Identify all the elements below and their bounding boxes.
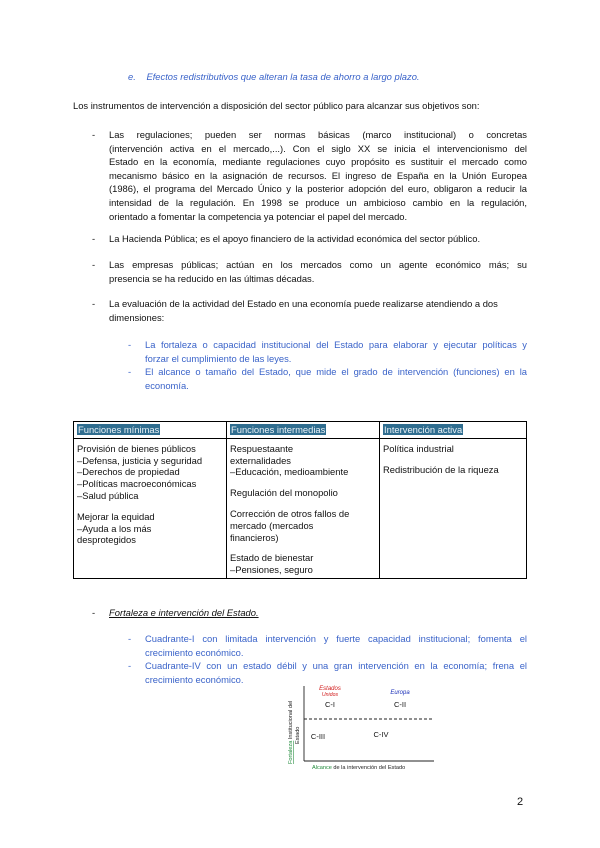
table-header-cell: Intervención activa xyxy=(380,422,527,439)
y-axis-label-2: Estado xyxy=(295,726,301,744)
quadrant-label-c-iv: C-IV xyxy=(373,730,389,739)
table-cell-activa: Política industrial Redistribución de la riqueza xyxy=(380,438,527,578)
bullet-marker: - xyxy=(92,259,96,270)
bullet-text: La evaluación de la actividad del Estado en una economía puede realizarse atendiendo a dos dimensiones: xyxy=(109,298,498,323)
label-europa: Europa xyxy=(390,690,410,696)
lead-paragraph: Los instrumentos de intervención a disposición del sector público para alcanzar sus objetivos son: xyxy=(73,100,480,111)
bullet-text: Las empresas públicas; actúan en los mercados como un agente económico más; su presencia se ha reducido en las últimas décadas. xyxy=(109,259,527,284)
quadrant-label-c-i: C-I xyxy=(325,700,335,709)
table-header-cell: Funciones mínimas xyxy=(74,422,227,439)
list-item-e xyxy=(128,70,420,84)
table-cell-intermedias: Respuestaante externalidades –Educación, medioambiente Regulación del monopolio Corrección de otros fallos de mercado (mercados financieros) Estado de bienestar –Pensiones, seguro xyxy=(227,438,380,578)
bullet-text: Las regulaciones; pueden ser normas básicas (marco institucional) o concretas (intervención activa en el mercado,...). Con el siglo XX se inicia el intervencionismo del Estado en la economía, mediante regulaciones cuyo propósito es sustituir el mercado como mecanismo básico en la asignación de recursos. El ingreso de España en la Unión Europea (1986), el programa del Mercado Único y la posterior adopción del euro, obligaron a reducir la intensidad de la regulación. En 1998 se produce un ambicioso cambio en la regulación, orientado a fomentar la competencia ya potenciar el papel del mercado. xyxy=(109,129,527,222)
sub-bullet-text: El alcance o tamaño del Estado, que mide el grado de intervención (funciones) en la economía. xyxy=(145,366,527,391)
bullet-marker: - xyxy=(92,298,96,309)
sub-bullet-marker: - xyxy=(128,660,132,671)
bullet-text: La Hacienda Pública; es el apoyo financiero de la actividad económica del sector público. xyxy=(109,233,481,244)
sub-bullet-text: Cuadrante-IV con un estado débil y una gran intervención en la economía; frena el crecimiento económico. xyxy=(145,660,527,685)
functions-table xyxy=(73,421,527,579)
sub-bullet-text: La fortaleza o capacidad institucional del Estado para elaborar y ejecutar políticas y forzar el cumplimiento de las leyes. xyxy=(145,339,527,364)
page-number: 2 xyxy=(517,796,524,808)
sub-bullet-marker: - xyxy=(128,339,132,350)
y-axis-label: FortalezaInstitucional del xyxy=(288,700,294,764)
quadrant-label-c-iii: C-III xyxy=(310,732,326,741)
quadrant-label-c-ii: C-II xyxy=(393,700,407,709)
table-cell-minimas: Provisión de bienes públicos –Defensa, justicia y seguridad –Derechos de propiedad –Políticas macroeconómicas –Salud pública Mejorar la equidad –Ayuda a los más desprotegidos xyxy=(74,438,227,578)
sub-bullet-marker: - xyxy=(128,633,132,644)
section-marker: - xyxy=(92,607,96,618)
bullet-marker: - xyxy=(92,233,96,244)
table-row xyxy=(74,438,527,578)
quadrant-diagram xyxy=(284,682,436,770)
table-header-row xyxy=(74,422,527,439)
list-marker: e. xyxy=(128,71,136,82)
list-item-text: Efectos redistributivos que alteran la tasa de ahorro a largo plazo. xyxy=(146,71,420,82)
table-header-cell: Funciones intermedias xyxy=(227,422,380,439)
label-estados-unidos: Estados xyxy=(319,686,341,692)
x-axis-label: Alcance de la intervención del Estado xyxy=(312,765,406,770)
sub-bullet-marker: - xyxy=(128,366,132,377)
sub-bullet-text: Cuadrante-I con limitada intervención y fuerte capacidad institucional; fomenta el crecimiento económico. xyxy=(145,633,527,658)
section-title: Fortaleza e intervención del Estado. xyxy=(109,607,259,618)
label-estados-unidos-2: Unidos xyxy=(321,692,339,698)
bullet-marker: - xyxy=(92,129,96,140)
